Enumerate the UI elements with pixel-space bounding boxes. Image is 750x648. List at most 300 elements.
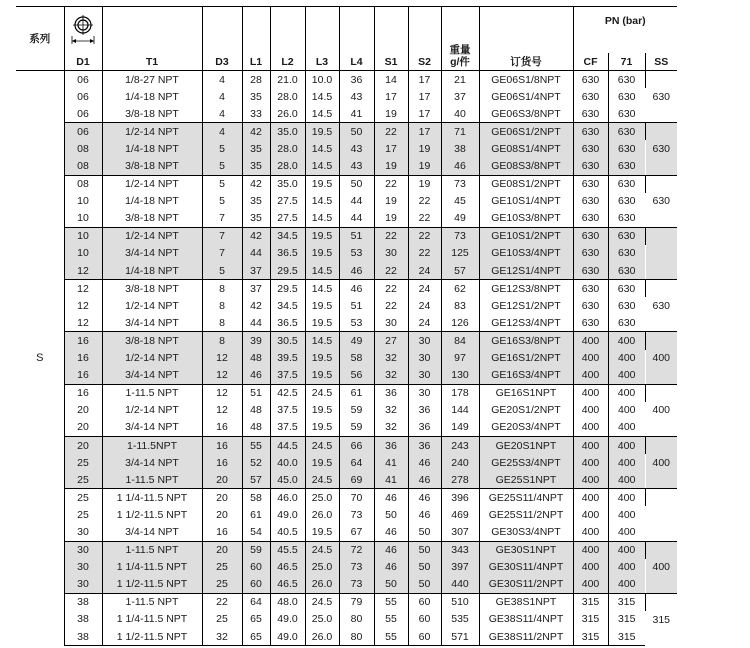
cell-t1: 1/4-18 NPT: [102, 140, 202, 157]
cell-l2: 42.5: [270, 384, 305, 402]
cell-w: 396: [441, 489, 479, 507]
cell-s2: 50: [408, 523, 441, 541]
cell-l2: 45.0: [270, 471, 305, 489]
cell-d3: 5: [202, 262, 242, 280]
cell-w: 343: [441, 541, 479, 559]
cell-t1: 1-11.5 NPT: [102, 471, 202, 489]
cell-l1: 42: [242, 297, 270, 314]
cell-p71: 400: [617, 421, 636, 434]
cell-l3: 10.0: [305, 71, 339, 89]
cell-cf: 400: [573, 332, 608, 350]
cell-d3: 8: [202, 332, 242, 350]
cell-s2: 24: [408, 280, 441, 298]
cell-d3: 4: [202, 105, 242, 123]
table-row: [16, 419, 677, 437]
cell-d1: 20: [64, 419, 102, 437]
cell-p71: 400: [608, 384, 645, 402]
cell-code: GE06S1/8NPT: [479, 71, 573, 89]
cell-l3: 26.0: [305, 628, 339, 646]
cell-l2: 46.0: [270, 489, 305, 507]
header-l3-top: [305, 7, 339, 54]
cell-t1: 3/8-18 NPT: [102, 157, 202, 175]
cell-w: 71: [441, 123, 479, 141]
cell-w: 62: [441, 280, 479, 298]
cell-d3: 22: [202, 593, 242, 611]
cell-cf: 400: [573, 436, 608, 454]
cell-d1: 16: [64, 367, 102, 385]
cell-w: 178: [441, 384, 479, 402]
cell-l1: 61: [242, 506, 270, 523]
cell-code: GE12S1/4NPT: [479, 262, 573, 280]
cell-l4: 53: [339, 245, 374, 262]
cell-code: GE38S1NPT: [479, 593, 573, 611]
cell-l1: 42: [242, 123, 270, 141]
cell-cf: 630: [573, 297, 608, 314]
cell-l4: 50: [339, 123, 374, 141]
cell-w: 97: [441, 350, 479, 367]
cell-d1: 06: [64, 71, 102, 89]
header-pn: PN (bar): [573, 7, 677, 54]
cell-l4: 70: [339, 489, 374, 507]
cell-t1: 3/8-18 NPT: [102, 332, 202, 350]
cell-t1: 1/4-18 NPT: [102, 193, 202, 210]
cell-p71: 630: [608, 227, 645, 245]
cell-p71: 400: [617, 508, 636, 521]
cell-s1: 17: [374, 140, 408, 157]
cell-w: 45: [441, 193, 479, 210]
cell-d1: 38: [64, 628, 102, 646]
cell-p71: 400: [608, 471, 645, 489]
cell-l1: 58: [242, 489, 270, 507]
cell-d3: 5: [202, 175, 242, 193]
cell-l4: 46: [339, 280, 374, 298]
cell-t1: 1 1/4-11.5 NPT: [102, 489, 202, 507]
cell-s2: 46: [408, 489, 441, 507]
cell-p71: 630: [617, 195, 636, 208]
header-l2-top: [270, 7, 305, 54]
cell-d3: 8: [202, 297, 242, 314]
table-row: [16, 314, 677, 332]
cell-t1: 3/8-18 NPT: [102, 105, 202, 123]
cell-cf: 400: [573, 523, 608, 541]
cell-code: GE25S3/4NPT: [479, 454, 573, 471]
cell-l3: 19.5: [305, 350, 339, 367]
cell-d1: 12: [64, 280, 102, 298]
cell-d1: 25: [64, 454, 102, 471]
cell-d1: 16: [64, 350, 102, 367]
cell-code: GE06S1/2NPT: [479, 123, 573, 141]
cell-cf: 630: [573, 123, 608, 141]
thread-gauge-icon: [70, 14, 96, 46]
cell-s2: 30: [408, 350, 441, 367]
cell-l2: 29.5: [270, 280, 305, 298]
header-s1: S1: [374, 53, 408, 71]
cell-l1: 59: [242, 541, 270, 559]
header-l3: L3: [305, 53, 339, 71]
cell-code: GE16S3/8NPT: [479, 332, 573, 350]
cell-d3: 12: [202, 402, 242, 419]
cell-w: 73: [441, 175, 479, 193]
cell-p71: 400: [608, 541, 645, 559]
cell-d3: 20: [202, 471, 242, 489]
header-l2: L2: [270, 53, 305, 71]
cell-t1: 1/2-14 NPT: [102, 227, 202, 245]
cell-l1: 37: [242, 280, 270, 298]
cell-w: 535: [441, 611, 479, 628]
cell-l1: 35: [242, 140, 270, 157]
cell-l4: 43: [339, 157, 374, 175]
cell-s1: 19: [374, 193, 408, 210]
cell-cf: 400: [573, 402, 608, 419]
cell-s1: 46: [374, 523, 408, 541]
cell-l3: 25.0: [305, 611, 339, 628]
table-row: [16, 210, 677, 228]
cell-l4: 44: [339, 210, 374, 228]
cell-p71: 315: [617, 613, 636, 626]
cell-l4: 50: [339, 175, 374, 193]
cell-s2: 50: [408, 559, 441, 576]
cell-w: 126: [441, 314, 479, 332]
cell-cf: 400: [573, 419, 608, 437]
cell-t1: 3/4-14 NPT: [102, 314, 202, 332]
cell-ss: 400: [645, 436, 677, 488]
cell-w: 278: [441, 471, 479, 489]
cell-p71: 630: [608, 157, 645, 175]
cell-s2: 24: [408, 262, 441, 280]
cell-w: 84: [441, 332, 479, 350]
cell-d3: 16: [202, 419, 242, 437]
header-l4-top: [339, 7, 374, 54]
cell-l2: 27.5: [270, 210, 305, 228]
cell-w: 243: [441, 436, 479, 454]
cell-d1: 10: [64, 193, 102, 210]
table-row: [16, 523, 677, 541]
cell-d1: 08: [64, 175, 102, 193]
cell-t1: 1-11.5 NPT: [102, 541, 202, 559]
cell-s2: 50: [408, 541, 441, 559]
cell-l1: 57: [242, 471, 270, 489]
cell-l1: 44: [242, 314, 270, 332]
cell-l2: 27.5: [270, 193, 305, 210]
fitting-spec-table: [16, 6, 677, 646]
table-row: [16, 576, 677, 594]
cell-l4: 80: [339, 628, 374, 646]
cell-l2: 35.0: [270, 175, 305, 193]
cell-l1: 48: [242, 402, 270, 419]
cell-l3: 24.5: [305, 593, 339, 611]
cell-w: 510: [441, 593, 479, 611]
cell-l1: 35: [242, 157, 270, 175]
cell-l2: 46.5: [270, 559, 305, 576]
cell-l1: 35: [242, 210, 270, 228]
cell-d1: 12: [64, 314, 102, 332]
cell-ss: 400: [645, 384, 677, 436]
cell-l1: 35: [242, 193, 270, 210]
cell-w: 440: [441, 576, 479, 594]
cell-d3: 16: [202, 454, 242, 471]
cell-w: 38: [441, 140, 479, 157]
cell-d3: 20: [202, 541, 242, 559]
cell-d1: 06: [64, 105, 102, 123]
cell-l3: 19.5: [305, 175, 339, 193]
cell-cf: 630: [573, 245, 608, 262]
cell-cf: 400: [573, 384, 608, 402]
header-t1: T1: [102, 53, 202, 71]
cell-s2: 46: [408, 454, 441, 471]
cell-ss: [645, 227, 677, 279]
cell-s2: 19: [408, 175, 441, 193]
cell-t1: 1-11.5NPT: [102, 436, 202, 454]
cell-s1: 41: [374, 454, 408, 471]
cell-l1: 54: [242, 523, 270, 541]
cell-l2: 40.0: [270, 454, 305, 471]
cell-l2: 49.0: [270, 611, 305, 628]
cell-code: GE06S1/4NPT: [479, 88, 573, 105]
cell-l1: 48: [242, 419, 270, 437]
cell-s1: 22: [374, 297, 408, 314]
cell-l1: 65: [242, 611, 270, 628]
cell-l4: 43: [339, 140, 374, 157]
cell-s1: 22: [374, 280, 408, 298]
table-row: [16, 123, 677, 141]
cell-l3: 14.5: [305, 262, 339, 280]
cell-l1: 39: [242, 332, 270, 350]
cell-t1: 1/8-27 NPT: [102, 71, 202, 89]
table-row: [16, 489, 677, 507]
cell-t1: 3/8-18 NPT: [102, 210, 202, 228]
cell-s2: 17: [408, 123, 441, 141]
cell-code: GE10S3/8NPT: [479, 210, 573, 228]
cell-cf: 630: [573, 105, 608, 123]
cell-d1: 38: [64, 611, 102, 628]
cell-p71: 400: [608, 489, 645, 507]
cell-t1: 1/4-18 NPT: [102, 88, 202, 105]
cell-t1: 1-11.5 NPT: [102, 593, 202, 611]
cell-l2: 34.5: [270, 227, 305, 245]
cell-l1: 52: [242, 454, 270, 471]
cell-l3: 14.5: [305, 88, 339, 105]
cell-p71: 400: [617, 404, 636, 417]
cell-d1: 30: [64, 559, 102, 576]
cell-w: 49: [441, 210, 479, 228]
cell-l3: 19.5: [305, 245, 339, 262]
cell-l2: 46.5: [270, 576, 305, 594]
cell-t1: 3/4-14 NPT: [102, 454, 202, 471]
cell-p71: 630: [608, 140, 645, 157]
cell-d1: 25: [64, 506, 102, 523]
cell-p71: 630: [617, 316, 636, 329]
cell-l2: 48.0: [270, 593, 305, 611]
cell-cf: 630: [573, 140, 608, 157]
header-weight: [441, 7, 479, 71]
table-row: [16, 367, 677, 385]
cell-s1: 22: [374, 175, 408, 193]
cell-l4: 41: [339, 105, 374, 123]
cell-l3: 25.0: [305, 489, 339, 507]
table-row: [16, 506, 677, 523]
cell-code: GE30S1NPT: [479, 541, 573, 559]
header-s2: S2: [408, 53, 441, 71]
cell-cf: 400: [573, 350, 608, 367]
cell-cf: 630: [573, 280, 608, 298]
cell-s2: 30: [408, 332, 441, 350]
cell-s1: 22: [374, 227, 408, 245]
cell-s2: 17: [408, 71, 441, 89]
cell-p71: 400: [617, 525, 636, 538]
cell-p71: 630: [608, 175, 645, 193]
cell-l2: 45.5: [270, 541, 305, 559]
cell-d3: 4: [202, 123, 242, 141]
cell-l3: 19.5: [305, 419, 339, 437]
table-row: [16, 384, 677, 402]
cell-d1: 25: [64, 489, 102, 507]
cell-l4: 73: [339, 576, 374, 594]
table-row: [16, 436, 677, 454]
cell-s2: 60: [408, 593, 441, 611]
cell-s1: 32: [374, 350, 408, 367]
cell-ss: 630: [645, 280, 677, 332]
cell-l3: 14.5: [305, 105, 339, 123]
cell-t1: 1/2-14 NPT: [102, 297, 202, 314]
cell-l2: 21.0: [270, 71, 305, 89]
cell-l2: 34.5: [270, 297, 305, 314]
cell-code: GE10S3/4NPT: [479, 245, 573, 262]
cell-d3: 5: [202, 193, 242, 210]
cell-p71: 400: [608, 350, 645, 367]
cell-s2: 36: [408, 436, 441, 454]
table-row: [16, 71, 677, 89]
cell-t1: 1-11.5 NPT: [102, 384, 202, 402]
cell-code: GE12S3/4NPT: [479, 314, 573, 332]
cell-cf: 400: [573, 454, 608, 471]
cell-s2: 30: [408, 384, 441, 402]
cell-l3: 24.5: [305, 384, 339, 402]
cell-l3: 26.0: [305, 576, 339, 594]
table-row: [16, 105, 677, 123]
cell-s1: 50: [374, 576, 408, 594]
cell-s1: 22: [374, 123, 408, 141]
cell-s1: 46: [374, 559, 408, 576]
header-series: 系列: [16, 7, 64, 71]
cell-l3: 14.5: [305, 210, 339, 228]
cell-l2: 39.5: [270, 350, 305, 367]
cell-s1: 32: [374, 419, 408, 437]
cell-t1: 3/4-14 NPT: [102, 245, 202, 262]
cell-s2: 60: [408, 628, 441, 646]
cell-l4: 59: [339, 402, 374, 419]
cell-l2: 29.5: [270, 262, 305, 280]
cell-cf: 400: [573, 559, 608, 576]
table-row: [16, 262, 677, 280]
cell-s2: 19: [408, 140, 441, 157]
cell-l2: 28.0: [270, 157, 305, 175]
cell-d1: 20: [64, 436, 102, 454]
cell-t1: 3/4-14 NPT: [102, 367, 202, 385]
cell-d1: 30: [64, 541, 102, 559]
cell-d3: 7: [202, 227, 242, 245]
cell-s1: 32: [374, 367, 408, 385]
cell-t1: 1 1/2-11.5 NPT: [102, 506, 202, 523]
cell-p71: 630: [608, 262, 645, 280]
cell-d1: 25: [64, 471, 102, 489]
cell-d1: 16: [64, 332, 102, 350]
table-row: [16, 611, 677, 628]
fitting-spec-table-wrapper: [16, 6, 677, 646]
cell-l1: 35: [242, 88, 270, 105]
cell-s2: 24: [408, 297, 441, 314]
cell-code: GE06S3/8NPT: [479, 105, 573, 123]
table-row: [16, 559, 677, 576]
cell-t1: 1/2-14 NPT: [102, 350, 202, 367]
cell-d3: 32: [202, 628, 242, 646]
series-cell: S: [16, 71, 64, 646]
cell-cf: 630: [573, 193, 608, 210]
cell-d3: 8: [202, 280, 242, 298]
cell-w: 37: [441, 88, 479, 105]
cell-w: 83: [441, 297, 479, 314]
cell-l4: 73: [339, 559, 374, 576]
cell-s2: 19: [408, 157, 441, 175]
cell-d1: 08: [64, 157, 102, 175]
header-71: 71: [608, 53, 645, 71]
header-d3-top: [202, 7, 242, 54]
cell-cf: 315: [573, 628, 608, 646]
table-row: [16, 245, 677, 262]
cell-s2: 30: [408, 367, 441, 385]
table-row: [16, 332, 677, 350]
header-d3: D3: [202, 53, 242, 71]
cell-s2: 24: [408, 314, 441, 332]
cell-s2: 22: [408, 245, 441, 262]
cell-s1: 46: [374, 541, 408, 559]
cell-t1: 1 1/4-11.5 NPT: [102, 559, 202, 576]
cell-s1: 41: [374, 471, 408, 489]
cell-s1: 19: [374, 210, 408, 228]
cell-cf: 630: [573, 262, 608, 280]
cell-d3: 7: [202, 245, 242, 262]
cell-l2: 40.5: [270, 523, 305, 541]
cell-d3: 12: [202, 384, 242, 402]
cell-s1: 27: [374, 332, 408, 350]
cell-d3: 5: [202, 140, 242, 157]
cell-l3: 19.5: [305, 523, 339, 541]
cell-l1: 46: [242, 367, 270, 385]
cell-s1: 50: [374, 506, 408, 523]
cell-w: 46: [441, 157, 479, 175]
table-row: [16, 628, 677, 646]
cell-d1: 20: [64, 402, 102, 419]
cell-cf: 315: [573, 611, 608, 628]
cell-cf: 630: [573, 71, 608, 89]
header-l1: L1: [242, 53, 270, 71]
cell-d1: 10: [64, 210, 102, 228]
cell-l3: 19.5: [305, 227, 339, 245]
cell-p71: 315: [608, 628, 645, 646]
cell-l3: 14.5: [305, 157, 339, 175]
cell-l4: 51: [339, 227, 374, 245]
cell-s1: 19: [374, 105, 408, 123]
cell-l2: 37.5: [270, 402, 305, 419]
cell-l3: 24.5: [305, 471, 339, 489]
cell-l1: 42: [242, 227, 270, 245]
table-row: [16, 593, 677, 611]
cell-l1: 42: [242, 175, 270, 193]
cell-s2: 36: [408, 402, 441, 419]
cell-w: 571: [441, 628, 479, 646]
table-row: [16, 471, 677, 489]
cell-l2: 26.0: [270, 105, 305, 123]
cell-l4: 56: [339, 367, 374, 385]
